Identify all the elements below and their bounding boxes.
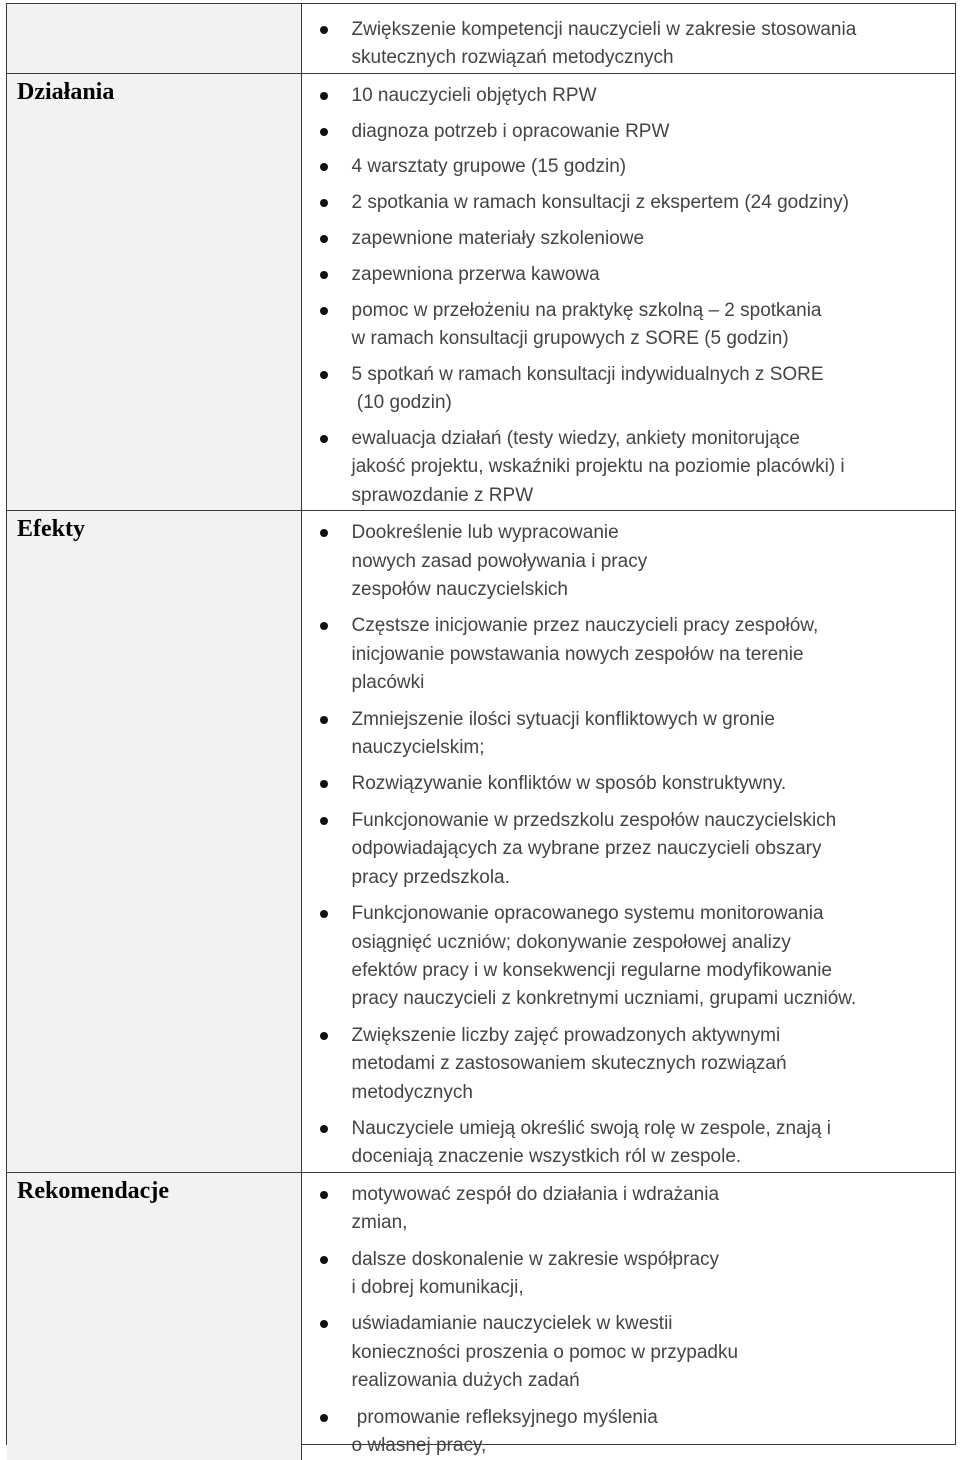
bullet-text-line: o własnej pracy, bbox=[351, 1435, 487, 1456]
bullet-text-line: (10 godzin) bbox=[351, 392, 452, 414]
bullet-text-line: zapewnione materiały szkoleniowe bbox=[351, 228, 645, 249]
bullet-text-line: Zwiększenie kompetencji nauczycieli w zakresie stosowania bbox=[351, 19, 857, 40]
bullet-item bbox=[302, 1022, 956, 1107]
bullet-text-line: 10 nauczycieli objętych RPW bbox=[351, 84, 597, 106]
bullet-text-line: zespołów nauczycielskich bbox=[351, 579, 568, 601]
bullet-text-line: sprawozdanie z RPW bbox=[351, 484, 534, 506]
bullet-item bbox=[302, 118, 956, 146]
bullet-text-line: nauczycielskim; bbox=[351, 737, 485, 759]
bullet-list bbox=[302, 511, 956, 1172]
bullet-text-line: inicjowanie powstawania nowych zespołów na terenie bbox=[351, 643, 804, 665]
row-label: Efekty bbox=[7, 511, 301, 1173]
row-efekty bbox=[7, 511, 955, 1173]
bullet-item bbox=[302, 153, 956, 181]
row-content bbox=[301, 73, 955, 510]
bullet-text-line: pomoc w przełożeniu na praktykę szkolną – 2 spotkania bbox=[351, 299, 822, 321]
bullet-item bbox=[302, 770, 956, 798]
bullet-text-line: promowanie refleksyjnego myślenia bbox=[351, 1406, 658, 1428]
bullet-text-line: 2 spotkania w ramach konsultacji z ekspertem (24 godziny) bbox=[351, 192, 849, 214]
bullet-text-line: 5 spotkań w ramach konsultacji indywidualnych z SORE bbox=[351, 363, 824, 385]
bullet-text-line: odpowiadających za wybrane przez nauczycieli obszary bbox=[351, 838, 822, 860]
bullet-text-line: osiągnięć uczniów; dokonywanie zespołowej analizy bbox=[351, 931, 791, 953]
bullet-text-line: 4 warsztaty grupowe (15 godzin) bbox=[351, 156, 627, 178]
bullet-text-line: Funkcjonowanie w przedszkolu zespołów nauczycielskich bbox=[351, 809, 837, 831]
bullet-text-line: nowych zasad powoływania i pracy bbox=[351, 550, 648, 572]
bullet-text-line: jakość projektu, wskaźniki projektu na poziomie placówki) i bbox=[351, 456, 845, 478]
bullet-list bbox=[302, 74, 956, 510]
bullet-item bbox=[302, 1115, 956, 1172]
row-label: Działania bbox=[7, 73, 301, 510]
bullet-text-line: w ramach konsultacji grupowych z SORE (5 godzin) bbox=[351, 328, 789, 349]
bullet-item bbox=[302, 900, 956, 1014]
row-content bbox=[301, 1172, 955, 1460]
bullet-item bbox=[302, 297, 956, 354]
row-intro bbox=[7, 4, 955, 73]
row-dzialania bbox=[7, 73, 955, 510]
bullet-item bbox=[302, 612, 956, 697]
bullet-text-line: Zwiększenie liczby zajęć prowadzonych aktywnymi bbox=[351, 1024, 781, 1046]
bullet-text-line: uświadamianie nauczycielek w kwestii bbox=[351, 1313, 673, 1335]
bullet-list bbox=[302, 4, 956, 73]
row-content bbox=[301, 511, 955, 1173]
bullet-text-line: doceniają znaczenie wszystkich ról w zespole. bbox=[351, 1146, 742, 1168]
bullet-item bbox=[302, 82, 956, 110]
bullet-item bbox=[302, 225, 956, 253]
bullet-text-line: Funkcjonowanie opracowanego systemu monitorowania bbox=[351, 903, 824, 925]
bullet-text-line: placówki bbox=[351, 672, 425, 694]
bullet-item bbox=[302, 361, 956, 418]
bullet-text-line: konieczności proszenia o pomoc w przypadku bbox=[351, 1341, 739, 1363]
bullet-item bbox=[302, 1246, 956, 1303]
bullet-item bbox=[302, 1181, 956, 1238]
bullet-text-line: diagnoza potrzeb i opracowanie RPW bbox=[351, 120, 670, 142]
bullet-text-line: realizowania dużych zadań bbox=[351, 1370, 580, 1392]
bullet-item bbox=[302, 1404, 956, 1460]
bullet-text-line: Dookreślenie lub wypracowanie bbox=[351, 522, 619, 544]
bullet-text-line: Częstsze inicjowanie przez nauczycieli pracy zespołów, bbox=[351, 615, 819, 637]
bullet-text-line: motywować zespół do działania i wdrażania bbox=[351, 1183, 720, 1205]
bullet-text-line: Zmniejszenie ilości sytuacji konfliktowych w gronie bbox=[351, 708, 775, 730]
bullet-text-line: zmian, bbox=[351, 1212, 408, 1234]
bullet-text-line: pracy nauczycieli z konkretnymi uczniami, grupami uczniów. bbox=[351, 988, 857, 1010]
bullet-text-line: zapewniona przerwa kawowa bbox=[351, 263, 600, 285]
bullet-text-line: metodami z zastosowaniem skutecznych rozwiązań bbox=[351, 1053, 787, 1075]
bullet-text-line: ewaluacja działań (testy wiedzy, ankiety monitorujące bbox=[351, 428, 800, 449]
bullet-text-line: i dobrej komunikacji, bbox=[351, 1276, 524, 1298]
bullet-text-line: skutecznych rozwiązań metodycznych bbox=[351, 47, 674, 69]
bullet-list bbox=[302, 1173, 956, 1460]
bullet-item bbox=[302, 16, 956, 73]
bullet-text-line: efektów pracy i w konsekwencji regularne modyfikowanie bbox=[351, 959, 833, 981]
bullet-item bbox=[302, 1310, 956, 1395]
bullet-item bbox=[302, 519, 956, 604]
row-label: Rekomendacje bbox=[7, 1172, 301, 1460]
row-content bbox=[301, 4, 955, 73]
bullet-item bbox=[302, 189, 956, 217]
bullet-item bbox=[302, 261, 956, 289]
bullet-text-line: dalsze doskonalenie w zakresie współpracy bbox=[351, 1248, 720, 1270]
bullet-item bbox=[302, 425, 956, 510]
report-table bbox=[6, 3, 956, 1456]
bullet-item bbox=[302, 807, 956, 892]
bullet-item bbox=[302, 706, 956, 763]
row-rekomendacje bbox=[7, 1172, 955, 1460]
bullet-text-line: Rozwiązywanie konfliktów w sposób konstruktywny. bbox=[351, 773, 787, 795]
row-label bbox=[7, 4, 301, 73]
bullet-text-line: Nauczyciele umieją określić swoją rolę w zespole, znają i bbox=[351, 1117, 831, 1139]
bullet-text-line: pracy przedszkola. bbox=[351, 866, 510, 888]
bullet-text-line: metodycznych bbox=[351, 1081, 473, 1103]
